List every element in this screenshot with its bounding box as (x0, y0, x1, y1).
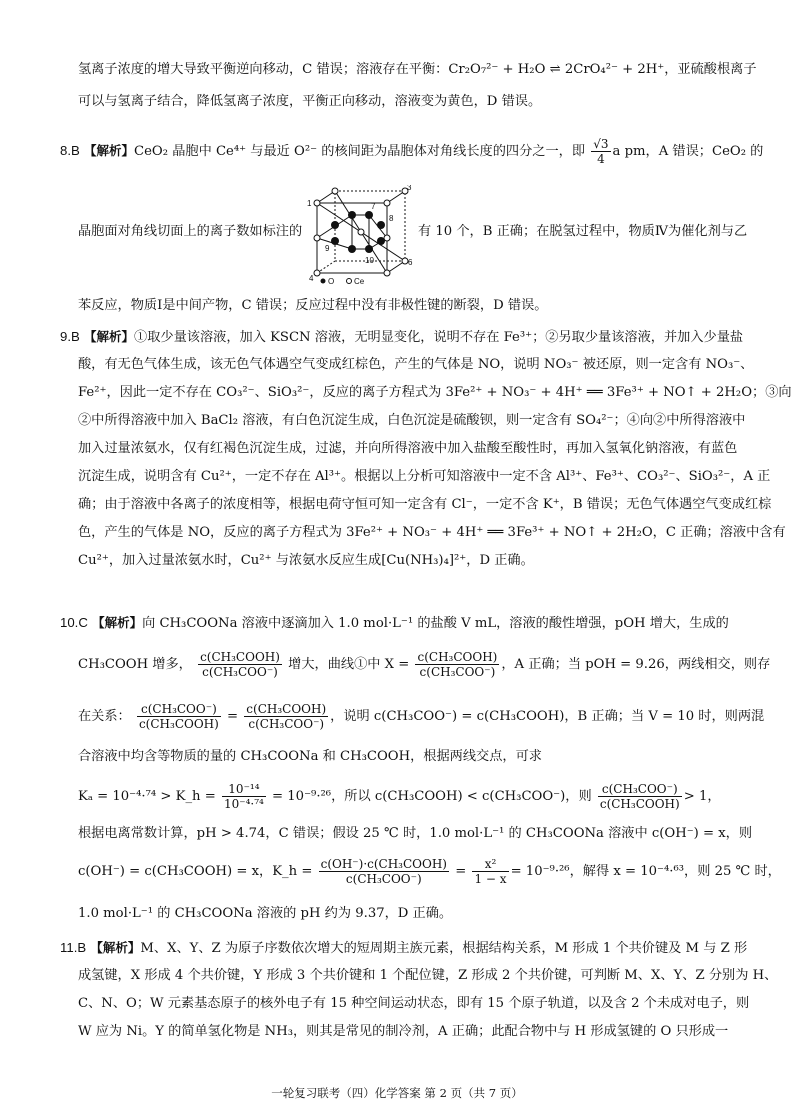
ceo2-unit-cell-figure (305, 185, 415, 285)
text-span: CeO₂ 晶胞中 Ce⁴⁺ 与最近 O²⁻ 的核间距为晶胞体对角线长度的四分之一，即 (134, 144, 586, 159)
text-line: 1.0 mol·L⁻¹ 的 CH₃COONa 溶液的 pH 约为 9.37，D 正确。 (78, 906, 453, 921)
figure-label: 8 (389, 214, 394, 223)
question-number: 9.B (60, 329, 80, 344)
fraction: $\frac{\text{x²}}{1 - x}$ (474, 857, 507, 886)
text-line: 氢离子浓度的增大导致平衡逆向移动，C 错误；溶液存在平衡：Cr₂O₇²⁻ + H₂O ⇌ 2CrO₄²⁻ + 2H⁺，亚硫酸根离子 (78, 62, 757, 77)
question-11-line-1 (60, 938, 748, 959)
fraction: $\frac{\text{c(CH₃COOH)}}{\text{c(CH₃COO⁻)}}$ (417, 650, 498, 679)
figure-label: 3 (407, 185, 412, 192)
figure-label: 7 (371, 202, 376, 211)
text-line: 成氢键，X 形成 4 个共价键，Y 形成 3 个共价键和 1 个配位键，Z 形成 2 个共价键，可判断 M、X、Y、Z 分别为 H、 (78, 968, 778, 983)
fraction: $\frac{\text{c(OH⁻)·c(CH₃COOH)}}{\text{c(CH₃COO⁻)}}$ (320, 857, 447, 886)
fraction: $\frac{\text{10⁻¹⁴}}{\text{10⁻⁴·⁷⁴}}$ (223, 782, 264, 811)
text-span: > 1， (683, 789, 721, 804)
text-span: = 10⁻⁹·²⁶，所以 c(CH₃COOH) < c(CH₃COO⁻)，则 (272, 789, 592, 804)
text-line: 合溶液中均含等物质的量的 CH₃COONa 和 CH₃COOH，根据两线交点，可求 (78, 749, 542, 764)
figure-label: 4 (309, 274, 314, 283)
text-span: Kₐ = 10⁻⁴·⁷⁴ > K_h = (78, 789, 216, 804)
analysis-tag: 【解析】 (90, 940, 141, 955)
fraction: $\frac{\text{c(CH₃COOH)}}{\text{c(CH₃COO⁻)}}$ (246, 702, 327, 731)
text-line: 苯反应，物质Ⅰ是中间产物，C 错误；反应过程中没有非极性键的断裂，D 错误。 (78, 298, 548, 313)
text-span: = (455, 864, 467, 879)
question-8-line-1 (60, 137, 764, 166)
text-span: ①取少量该溶液，加入 KSCN 溶液，无明显变化，说明不存在 Fe³⁺；②另取少量该溶液，并加入少量盐 (134, 330, 744, 345)
figure-label: 1 (307, 199, 312, 208)
page-footer: 一轮复习联考（四）化学答案 第 2 页（共 7 页） (271, 1086, 523, 1100)
question-10-line-1 (60, 613, 734, 634)
question-10-line-7 (78, 857, 781, 887)
text-span: 向 CH₃COONa 溶液中逐滴加入 1.0 mol·L⁻¹ 的盐酸 V mL，溶液的酸性增强，pOH 增大，生成的 (142, 616, 729, 631)
question-number: 10.C (60, 615, 88, 630)
text-line: 沉淀生成，说明含有 Cu²⁺，一定不存在 Al³⁺。根据以上分析可知溶液中一定不含 Al³⁺、Fe³⁺、CO₃²⁻、SiO₃²⁻，A 正 (78, 469, 771, 484)
analysis-tag: 【解析】 (84, 143, 135, 158)
legend-o-label: O (328, 277, 335, 285)
text-span: ，说明 c(CH₃COO⁻) = c(CH₃COOH)，B 正确；当 V = 10 时，则两混 (330, 709, 765, 724)
text-line: ②中所得溶液中加入 BaCl₂ 溶液，有白色沉淀生成，白色沉淀是硫酸钡，则一定含有 SO₄²⁻；④向②中所得溶液中 (78, 413, 746, 428)
text-line: 可以与氢离子结合，降低氢离子浓度，平衡正向移动，溶液变为黄色，D 错误。 (78, 94, 542, 109)
text-span: ，A 正确；当 pOH = 9.26，两线相交，则存 (501, 657, 771, 672)
text-line: Fe²⁺，因此一定不存在 CO₃²⁻、SiO₃²⁻，反应的离子方程式为 3Fe²⁺ + NO₃⁻ + 4H⁺ ══ 3Fe³⁺ + NO↑ + 2H₂O；③向 (78, 385, 792, 400)
text-line: C、N、O；W 元素基态原子的核外电子有 15 种空间运动状态，即有 15 个原子轨道，以及含 2 个未成对电子，则 (78, 996, 750, 1011)
text-span: a pm，A 错误；CeO₂ 的 (612, 144, 764, 159)
question-number: 8.B (60, 143, 80, 158)
text-span: 增大，曲线①中 X = (288, 657, 410, 672)
question-10-line-2 (78, 650, 771, 680)
figure-label: 9 (325, 244, 330, 253)
text-line: 晶胞面对角线切面上的离子数如标注的 (78, 224, 303, 239)
text-line: 加入过量浓氨水，仅有红褐色沉淀生成，过滤，并向所得溶液中加入盐酸至酸性时，再加入氢氧化钠溶液，有蓝色 (78, 441, 738, 456)
fraction: $\frac{\text{c(CH₃COO⁻)}}{\text{c(CH₃COOH)}}$ (599, 782, 680, 811)
analysis-tag: 【解析】 (84, 329, 135, 344)
text-line: 有 10 个，B 正确；在脱氢过程中，物质Ⅳ为催化剂与乙 (418, 224, 748, 239)
figure-label: 6 (408, 258, 413, 267)
text-span: 在关系： (78, 709, 131, 724)
fraction: $\frac{\text{c(CH₃COOH)}}{\text{c(CH₃COO⁻)}}$ (200, 650, 280, 679)
text-span: c(OH⁻) = c(CH₃COOH) = x，K_h = (78, 864, 313, 879)
question-number: 11.B (60, 940, 87, 955)
question-10-line-5 (78, 782, 734, 812)
question-10-line-3 (78, 702, 765, 732)
analysis-tag: 【解析】 (92, 615, 143, 630)
text-line: W 应为 Ni。Y 的简单氢化物是 NH₃，则其是常见的制冷剂，A 正确；此配合物中与 H 形成氢键的 O 只形成一 (78, 1024, 729, 1039)
text-line: 色，产生的气体是 NO，反应的离子方程式为 3Fe²⁺ + NO₃⁻ + 4H⁺ ══ 3Fe³⁺ + NO↑ + 2H₂O，C 正确；溶液中含有 (78, 525, 786, 540)
text-span: CH₃COOH 增多， (78, 657, 192, 672)
text-line: 酸，有无色气体生成，该无色气体遇空气变成红棕色，产生的气体是 NO，说明 NO₃⁻ 被还原，则一定含有 NO₃⁻、 (78, 357, 754, 372)
figure-label: 10 (365, 256, 374, 265)
text-span: = (227, 709, 239, 724)
text-span: = 10⁻⁹·²⁶，解得 x = 10⁻⁴·⁶³，则 25 ℃ 时， (510, 864, 781, 879)
text-span: M、X、Y、Z 为原子序数依次增大的短周期主族元素，根据结构关系，M 形成 1 个共价键及 M 与 Z 形 (140, 941, 748, 956)
fraction: $\frac{\text{c(CH₃COO⁻)}}{\text{c(CH₃COOH)}}$ (138, 702, 219, 731)
text-line: Cu²⁺，加入过量浓氨水时，Cu²⁺ 与浓氨水反应生成[Cu(NH₃)₄]²⁺，D 正确。 (78, 553, 534, 568)
legend-ce-label: Ce (354, 277, 365, 285)
fraction: $\frac{√3}{4}$ (593, 137, 609, 166)
text-line: 根据电离常数计算，pH > 4.74，C 错误；假设 25 ℃ 时，1.0 mol·L⁻¹ 的 CH₃COONa 溶液中 c(OH⁻) = x，则 (78, 826, 753, 841)
question-9-line-1 (60, 327, 744, 348)
text-line: 确；由于溶液中各离子的浓度相等，根据电荷守恒可知一定含有 Cl⁻，一定不含 K⁺，B 错误；无色气体遇空气变成红棕 (78, 497, 772, 512)
